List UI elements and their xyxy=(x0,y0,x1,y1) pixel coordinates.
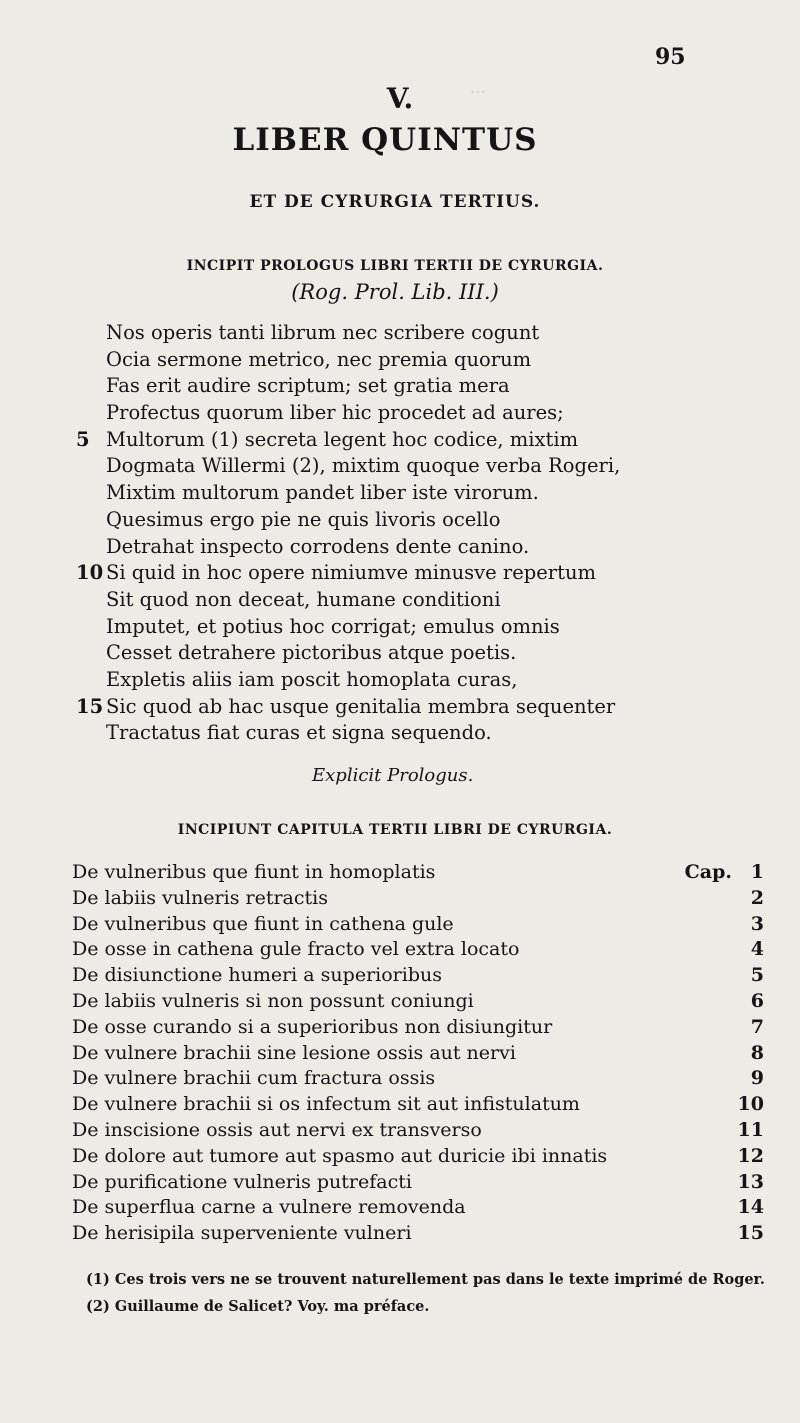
verse-text: Ocia sermone metrico, nec premia quorum xyxy=(106,347,532,371)
footnote: (1) Ces trois vers ne se trouvent naturellement pas dans le texte imprimé de Roger. xyxy=(86,1271,765,1288)
chapter-number: 6 xyxy=(750,989,764,1012)
prologue-source: (Rog. Prol. Lib. III.) xyxy=(291,280,499,304)
verse-text: Si quid in hoc opere nimiumve minusve repertum xyxy=(106,561,597,585)
prologue-verses xyxy=(70,320,710,747)
chapter-entry xyxy=(72,963,772,989)
chapter-entry xyxy=(72,1118,772,1144)
chapter-entry xyxy=(72,1092,772,1118)
chapter-title: De purificatione vulneris putrefacti xyxy=(72,1170,412,1193)
chapter-title: De vulneribus que fiunt in cathena gule xyxy=(72,912,454,935)
book-title: LIBER QUINTUS xyxy=(232,122,538,158)
chapter-title: De osse curando si a superioribus non disiungitur xyxy=(72,1015,553,1038)
verse-line xyxy=(70,587,710,614)
verse-text: Fas erit audire scriptum; set gratia mera xyxy=(106,374,510,398)
chapter-title: De labiis vulneris retractis xyxy=(72,886,328,909)
chapter-number: 11 xyxy=(737,1118,764,1141)
cap-label: Cap. xyxy=(684,861,732,883)
chapter-entry xyxy=(72,1144,772,1170)
chapter-number: 14 xyxy=(737,1196,764,1219)
verse-text: Profectus quorum liber hic procedet ad aures; xyxy=(106,401,564,425)
verse-line xyxy=(70,667,710,694)
verse-line xyxy=(70,694,710,721)
chapter-entry xyxy=(72,912,772,938)
chapter-number: 2 xyxy=(750,886,764,909)
verse-line xyxy=(70,560,710,587)
verse-text: Mixtim multorum pandet liber iste virorum. xyxy=(106,481,539,505)
book-number: V. xyxy=(386,82,414,115)
chapter-number: 15 xyxy=(737,1222,764,1245)
chapters-heading: INCIPIUNT CAPITULA TERTII LIBRI DE CYRURGIA. xyxy=(177,822,613,838)
verse-line xyxy=(70,400,710,427)
verse-text: Dogmata Willermi (2), mixtim quoque verba Rogeri, xyxy=(106,454,621,478)
chapter-entry xyxy=(72,937,772,963)
chapter-title: De osse in cathena gule fracto vel extra locato xyxy=(72,938,520,961)
verse-line xyxy=(70,480,710,507)
verse-text: Sit quod non deceat, humane conditioni xyxy=(106,587,501,611)
chapter-title: De superflua carne a vulnere removenda xyxy=(72,1196,466,1219)
chapter-number: 3 xyxy=(750,912,764,935)
verse-text: Imputet, et potius hoc corrigat; emulus omnis xyxy=(106,614,560,638)
chapter-title: De disiunctione humeri a superioribus xyxy=(72,964,442,987)
chapter-title: De dolore aut tumore aut spasmo aut duricie ibi innatis xyxy=(72,1144,608,1167)
chapter-entry xyxy=(72,1170,772,1196)
verse-line xyxy=(70,720,710,747)
verse-line xyxy=(70,320,710,347)
chapter-entry xyxy=(72,1195,772,1221)
verse-line xyxy=(70,614,710,641)
verse-line xyxy=(70,534,710,561)
chapter-number: 10 xyxy=(737,1093,764,1116)
verse-number: 5 xyxy=(76,427,90,451)
chapter-list xyxy=(72,860,772,1247)
chapter-number: 13 xyxy=(737,1170,764,1193)
chapter-entry xyxy=(72,1221,772,1247)
chapter-entry xyxy=(72,989,772,1015)
verse-text: Detrahat inspecto corrodens dente canino. xyxy=(106,534,530,558)
chapter-number: 8 xyxy=(750,1041,764,1064)
footnote: (2) Guillaume de Salicet? Voy. ma préface. xyxy=(86,1298,430,1315)
verse-text: Sic quod ab hac usque genitalia membra sequenter xyxy=(106,694,616,718)
verse-number: 15 xyxy=(76,694,104,718)
verse-line xyxy=(70,507,710,534)
verse-text: Expletis aliis iam poscit homoplata curas, xyxy=(106,667,518,691)
verse-line xyxy=(70,640,710,667)
verse-text: Cesset detrahere pictoribus atque poetis. xyxy=(106,641,517,665)
chapter-title: De herisipila superveniente vulneri xyxy=(72,1222,412,1245)
footnotes xyxy=(86,1270,766,1324)
chapter-title: De vulnere brachii sine lesione ossis aut nervi xyxy=(72,1041,516,1064)
chapter-title: De vulnere brachii si os infectum sit aut infistulatum xyxy=(72,1093,580,1116)
verse-line xyxy=(70,373,710,400)
verse-text: Quesimus ergo pie ne quis livoris ocello xyxy=(106,507,501,531)
chapter-title: De vulneribus que fiunt in homoplatis xyxy=(72,861,436,883)
chapter-title: De inscisione ossis aut nervi ex transverso xyxy=(72,1118,482,1141)
chapter-number: 7 xyxy=(750,1015,764,1038)
page-number: 95 xyxy=(655,44,686,70)
chapter-title: De vulnere brachii cum fractura ossis xyxy=(72,1067,436,1090)
verse-line xyxy=(70,453,710,480)
chapter-number: 12 xyxy=(737,1144,764,1167)
chapter-entry xyxy=(72,1066,772,1092)
verse-text: Nos operis tanti librum nec scribere cogunt xyxy=(106,321,540,344)
chapter-entry xyxy=(72,1041,772,1067)
show-through-text: ... xyxy=(470,78,487,98)
verse-number: 10 xyxy=(76,561,104,585)
chapter-number: 5 xyxy=(750,964,764,987)
verse-text: Multorum (1) secreta legent hoc codice, mixtim xyxy=(106,427,579,451)
chapter-number: 4 xyxy=(750,938,764,961)
prologue-heading: INCIPIT PROLOGUS LIBRI TERTII DE CYRURGIA. xyxy=(186,258,604,274)
chapter-number: 1 xyxy=(750,861,764,883)
chapter-entry xyxy=(72,1015,772,1041)
prologue-explicit: Explicit Prologus. xyxy=(312,765,474,786)
chapter-entry xyxy=(72,860,772,886)
book-subtitle: ET DE CYRURGIA TERTIUS. xyxy=(249,192,541,212)
chapter-title: De labiis vulneris si non possunt coniungi xyxy=(72,989,474,1012)
verse-text: Tractatus fiat curas et signa sequendo. xyxy=(106,721,492,745)
chapter-entry xyxy=(72,886,772,912)
verse-line xyxy=(70,427,710,454)
chapter-number: 9 xyxy=(750,1067,764,1090)
verse-line xyxy=(70,347,710,374)
